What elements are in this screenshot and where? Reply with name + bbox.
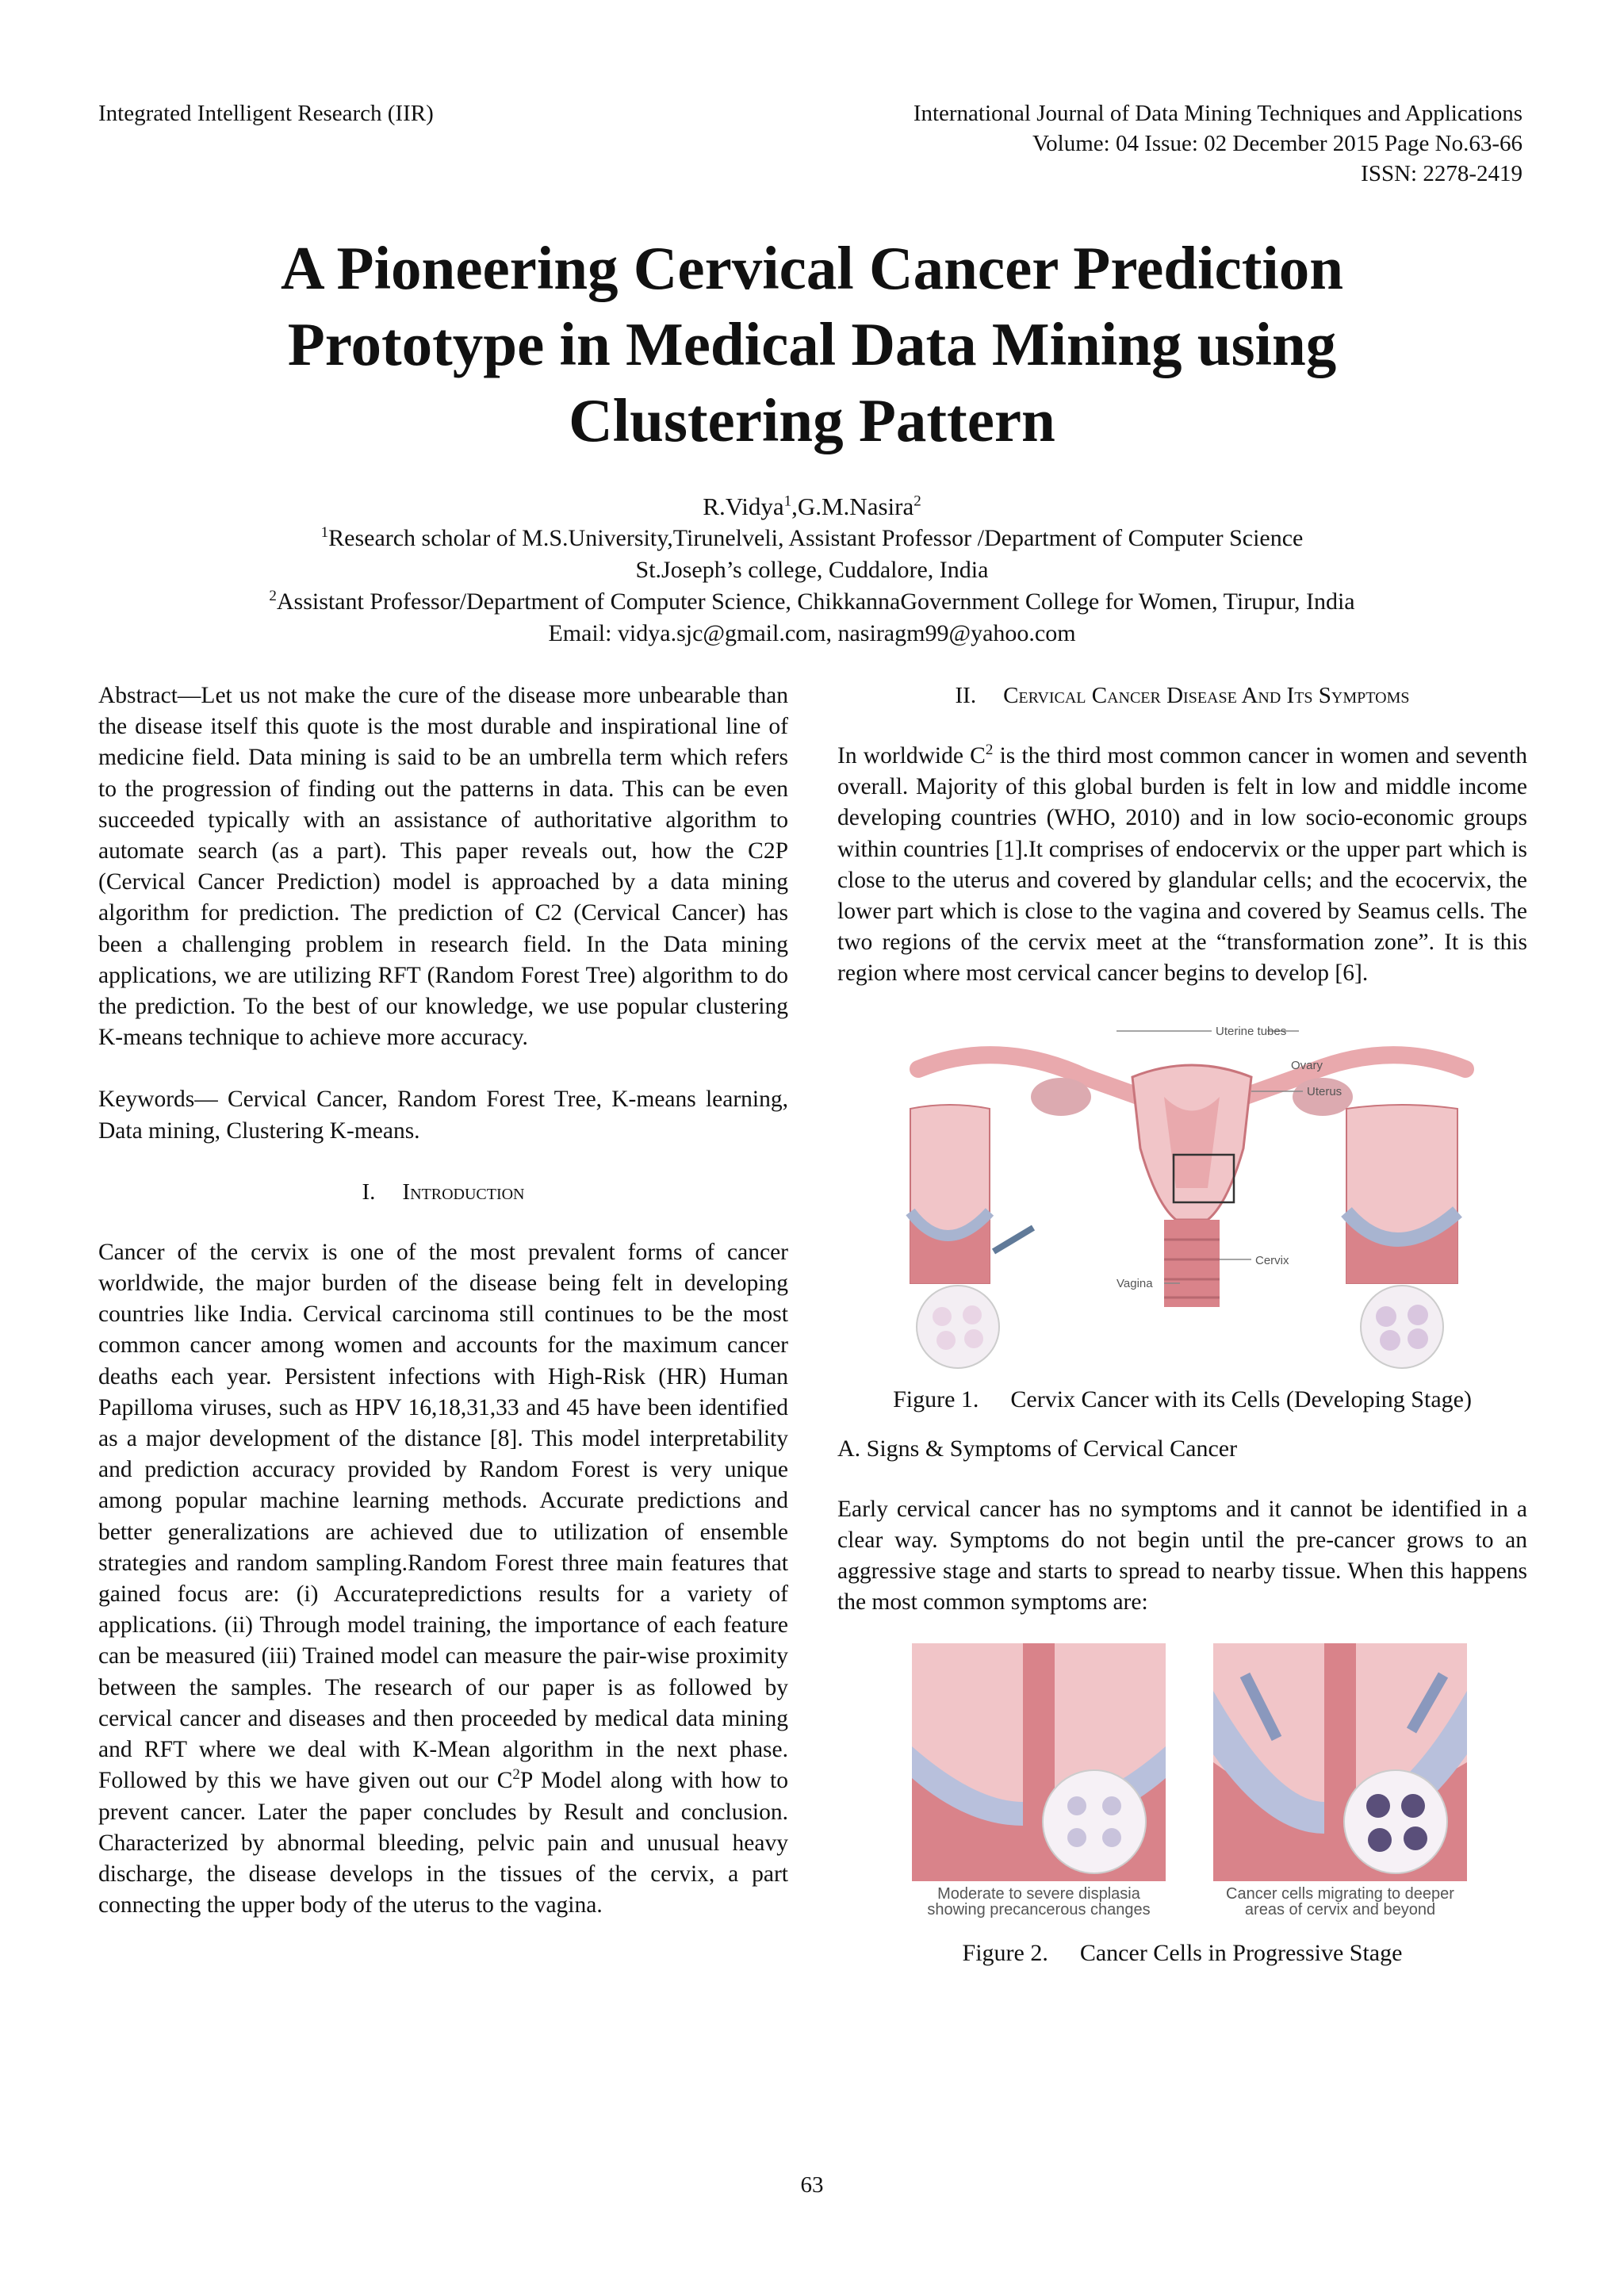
section-1-title: Introduction <box>402 1179 525 1205</box>
author-1-sup: 1 <box>783 493 792 510</box>
label-cancer-migrating-2: areas of cervix and beyond <box>1244 1901 1436 1919</box>
affiliation-1-line-2: St.Joseph’s college, Cuddalore, India <box>635 557 989 583</box>
author-1: R.Vidya <box>703 493 784 520</box>
title-line-2: Prototype in Medical Data Mining using <box>287 310 1337 378</box>
label-cervix: Cervix <box>1255 1253 1289 1267</box>
author-2: G.M.Nasira <box>797 493 914 520</box>
paper-title <box>98 230 1526 458</box>
affiliation-1-text: Research scholar of M.S.University,Tirunelveli, Assistant Professor /Department of Computer Science <box>328 525 1304 551</box>
affiliation-2 <box>98 586 1526 618</box>
header-journal <box>730 98 1522 189</box>
section-1-heading <box>98 1177 788 1207</box>
subsection-a-body: Early cervical cancer has no symptoms and it cannot be identified in a clear way. Symptoms do not begin until the pre-cancer grows to an aggressive stage and starts to spread to nearby tissue. When this happens the most common symptoms are: <box>837 1496 1527 1616</box>
figure-2-caption-text: Cancer Cells in Progressive Stage <box>1079 1940 1403 1967</box>
section-2-heading <box>837 680 1527 711</box>
keywords: Keywords— Cervical Cancer, Random Forest Tree, K-means learning, Data mining, Clustering K-means. <box>98 1087 788 1144</box>
figure-1-caption-text: Cervix Cancer with its Cells (Developing Stage) <box>1010 1386 1472 1412</box>
figure-1-caption <box>837 1385 1527 1415</box>
figure-2-illustration <box>904 1643 1527 1921</box>
section-2-body-part-b: is the third most common cancer in women and seventh overall. Majority of this global burden is felt in low and middle income developing countries (WHO, 2010) and in low socio-economic groups within countries [1].It comprises of endocervix or the upper part which is close to the uterus and covered by glandular cells; and the ecocervix, the lower part which is close to the vagina and covered by Seamus cells. The two regions of the cervix meet at the “transformation zone”. It is this region where most cervical cancer begins to develop [6]. <box>837 743 1528 987</box>
author-separator: , <box>791 493 798 520</box>
figure-1-illustration <box>902 1022 1527 1370</box>
affiliation-2-text: Assistant Professor/Department of Computer Science, ChikkannaGovernment College for Women, Tirupur, India <box>276 588 1355 615</box>
author-block <box>98 491 1526 650</box>
header-issn: ISSN: 2278-2419 <box>1361 161 1522 186</box>
affiliation-1 <box>98 523 1526 554</box>
section-2-body-part-a: In worldwide C <box>837 743 986 769</box>
title-line-3: Clustering Pattern <box>569 386 1055 454</box>
section-1-body-part-b: P Model along with how to prevent cancer. Later the paper concludes by Result and conclusion. Characterized by abnormal bleeding, pelvic pain and unusual heavy discharge, the disease develops in the tissues of the cervix, a part connecting the upper body of the uterus to the vagina. <box>98 1768 788 1918</box>
subsection-a-heading: A. Signs & Symptoms of Cervical Cancer <box>837 1435 1238 1462</box>
left-column <box>98 680 788 1921</box>
section-2-number: II. <box>955 683 977 708</box>
section-2-title: Cervical Cancer Disease And Its Symptoms <box>1003 683 1410 708</box>
header-journal-name: International Journal of Data Mining Techniques and Applications <box>913 101 1522 126</box>
label-moderate-dysplasia-2: showing precancerous changes <box>927 1901 1151 1919</box>
section-1-body <box>98 1237 788 1921</box>
right-column <box>837 680 1527 1968</box>
header-volume: Volume: 04 Issue: 02 December 2015 Page No.63-66 <box>1032 131 1522 156</box>
page-number: 63 <box>800 2172 824 2198</box>
author-2-sup: 2 <box>914 493 921 510</box>
abstract: Abstract—Let us not make the cure of the disease more unbearable than the disease itself this quote is the most durable and inspirational line of medicine field. Data mining is said to be an umbrella term which refers to the progression of finding out the patterns in data. This can be even succeeded typically with an assistance of authoritative algorithm to automate search (as a part). This paper reveals out, how the C2P (Cervical Cancer Prediction) model is approached by a data mining algorithm for prediction. The prediction of C2 (Cervical Cancer) has been a challenging problem in research field. In the Data mining applications, we are utilizing RFT (Random Forest Tree) algorithm to do the prediction. To the best of our knowledge, we use popular clustering K-means technique to achieve more accuracy. <box>98 683 788 1051</box>
label-cancer-migrating-1: Cancer cells migrating to deeper <box>1226 1885 1454 1903</box>
label-uterine-tubes: Uterine tubes <box>1216 1024 1287 1038</box>
figure-2-caption <box>837 1938 1527 1968</box>
author-emails: Email: vidya.sjc@gmail.com, nasiragm99@yahoo.com <box>548 620 1076 646</box>
label-ovary: Ovary <box>1291 1058 1323 1072</box>
affiliation-1-sup: 1 <box>320 524 329 541</box>
title-line-1: A Pioneering Cervical Cancer Prediction <box>280 234 1344 302</box>
affiliation-2-sup: 2 <box>269 588 277 604</box>
section-1-superscript: 2 <box>512 1766 520 1784</box>
section-2-superscript: 2 <box>985 742 994 759</box>
label-uterus: Uterus <box>1307 1084 1342 1098</box>
header-publisher: Integrated Intelligent Research (IIR) <box>98 101 434 126</box>
author-names <box>98 491 1526 523</box>
section-1-body-part-a: Cancer of the cervix is one of the most prevalent forms of cancer worldwide, the major burden of the disease being felt in developing countries like India. Cervical carcinoma still continues to be the most common cancer among women and accounts for the maximum cancer deaths each year. Persistent infections with High-Risk (HR) Human Papilloma viruses, such as HPV 16,18,31,33 and 45 have been identified as a major development of the distance [8]. This model interpretability and prediction accuracy provided by Random Forest is very unique among popular machine learning methods. Accurate predictions and better generalizations are achieved due to utilization of ensemble strategies and random sampling.Random Forest three main features that gained focus are: (i) Accuratepredictions results for a variety of applications. (ii) Through model training, the importance of each feature can be measured (iii) Trained model can measure the pair-wise proximity between the samples. The research of our paper is as followed by cervical cancer and diseases and then proceeded by medical data mining and RFT where we deal with K-Mean algorithm in the next phase. Followed by this we have given out our C <box>98 1239 788 1794</box>
section-2-body <box>837 741 1527 990</box>
label-vagina: Vagina <box>1116 1276 1153 1290</box>
figure-1-label: Figure 1. <box>893 1386 979 1412</box>
section-1-number: I. <box>362 1179 376 1205</box>
label-moderate-dysplasia-1: Moderate to severe displasia <box>937 1885 1140 1903</box>
figure-2-label: Figure 2. <box>962 1940 1048 1967</box>
